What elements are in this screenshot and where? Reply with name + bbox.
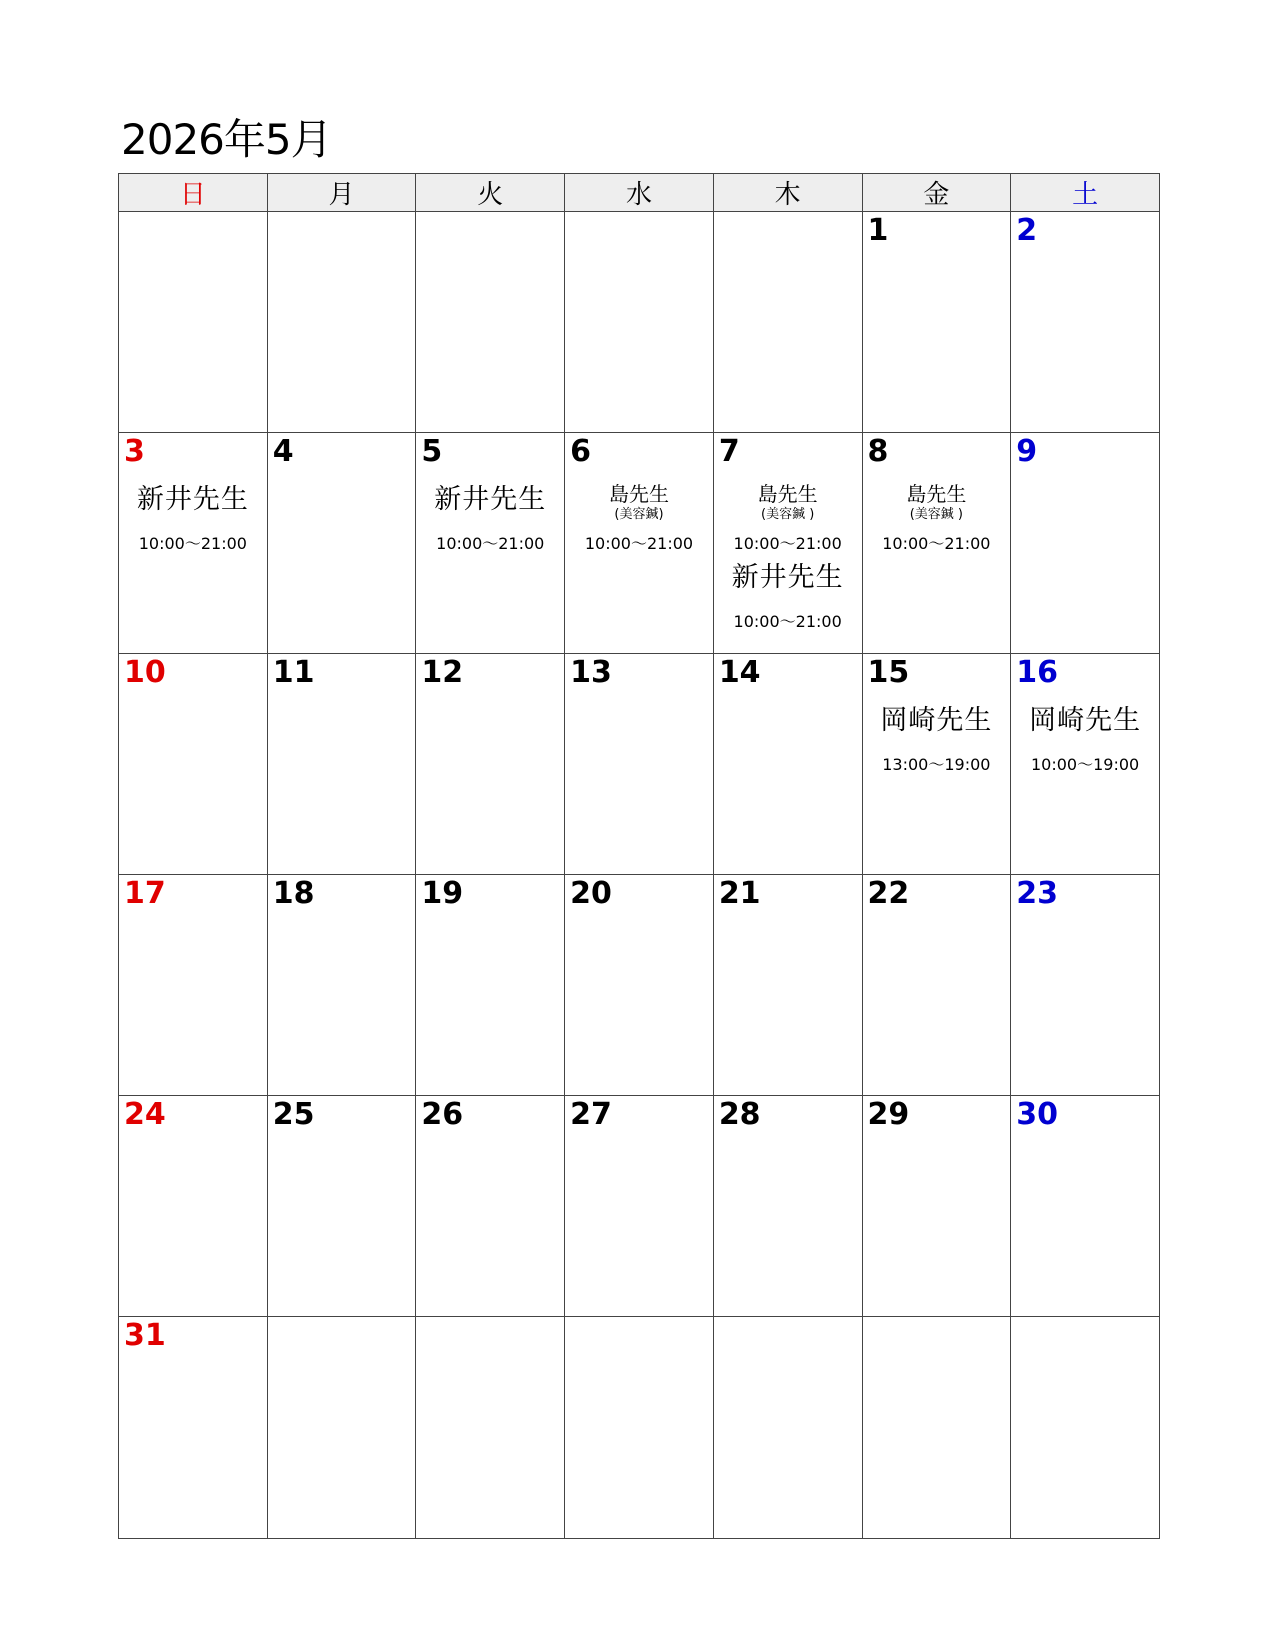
event-time: 13:00～19:00 (882, 755, 991, 774)
day-number: 6 (570, 434, 591, 469)
event-teacher-name: 島先生 (757, 482, 818, 506)
empty-cell (1011, 1317, 1160, 1539)
day-number: 10 (124, 655, 166, 690)
day-number: 25 (272, 1097, 315, 1132)
day-cell (1011, 1096, 1160, 1317)
empty-cell (565, 1317, 714, 1539)
calendar-body (119, 212, 1160, 1539)
day-cell (119, 654, 268, 875)
day-number: 22 (867, 876, 910, 911)
day-cell (416, 875, 565, 1096)
weekday-monday: 月 (267, 174, 416, 212)
week-row (119, 875, 1160, 1096)
weekday-header-row (119, 174, 1160, 212)
day-cell (862, 875, 1011, 1096)
weekday-thursday: 木 (713, 174, 862, 212)
day-number: 9 (1016, 434, 1038, 469)
day-cell (713, 1096, 862, 1317)
day-cell (713, 654, 862, 875)
empty-cell (713, 1317, 862, 1539)
week-row (119, 1317, 1160, 1539)
event-list (863, 702, 1011, 776)
day-cell (119, 875, 268, 1096)
event-list (863, 481, 1011, 555)
event-list (416, 481, 564, 555)
day-number: 1 (867, 213, 889, 248)
day-cell (1011, 875, 1160, 1096)
event-time: 10:00～21:00 (733, 612, 842, 631)
empty-cell (416, 212, 565, 433)
day-number: 24 (124, 1097, 166, 1132)
day-cell (713, 433, 862, 654)
day-number: 16 (1016, 655, 1058, 690)
day-number: 8 (867, 434, 889, 469)
day-number: 5 (421, 434, 443, 469)
event-list (714, 481, 862, 633)
day-cell (119, 433, 268, 654)
week-row (119, 654, 1160, 875)
event-time: 10:00～21:00 (584, 534, 694, 553)
day-number: 23 (1016, 876, 1058, 911)
day-number: 26 (421, 1097, 464, 1132)
event-note: (美容鍼 ) (761, 507, 815, 522)
day-number: 14 (718, 655, 761, 690)
week-row (119, 1096, 1160, 1317)
day-cell (119, 1096, 268, 1317)
event-teacher-name: 新井先生 (136, 484, 249, 515)
day-cell (713, 875, 862, 1096)
day-cell (862, 654, 1011, 875)
weekday-sunday: 日 (119, 174, 268, 212)
week-row (119, 212, 1160, 433)
day-number: 15 (867, 655, 910, 690)
day-cell (1011, 654, 1160, 875)
empty-cell (416, 1317, 565, 1539)
day-cell (416, 1096, 565, 1317)
day-cell (267, 433, 416, 654)
event-time: 10:00～21:00 (733, 534, 842, 553)
empty-cell (713, 212, 862, 433)
day-number: 12 (421, 655, 464, 690)
day-cell (1011, 433, 1160, 654)
event-teacher-name: 岡崎先生 (880, 705, 993, 736)
event-list (565, 481, 713, 555)
calendar-title: 2026年5月 (121, 115, 332, 164)
day-cell (1011, 212, 1160, 433)
day-number: 21 (718, 876, 761, 911)
event-note: (美容鍼 ) (909, 507, 963, 522)
day-number: 7 (718, 434, 740, 469)
event-time: 10:00～21:00 (138, 534, 247, 553)
event-time: 10:00～19:00 (1030, 755, 1140, 774)
day-number: 2 (1016, 213, 1038, 248)
day-cell (565, 433, 714, 654)
event-teacher-name: 新井先生 (434, 484, 547, 515)
day-cell (862, 1096, 1011, 1317)
day-number: 29 (867, 1097, 910, 1132)
event-list (1011, 702, 1159, 776)
day-cell (565, 654, 714, 875)
day-number: 27 (570, 1097, 612, 1132)
day-number: 13 (570, 655, 612, 690)
event-teacher-name: 島先生 (906, 482, 967, 506)
day-number: 20 (570, 876, 612, 911)
day-cell (267, 654, 416, 875)
day-cell (862, 433, 1011, 654)
weekday-tuesday: 火 (416, 174, 565, 212)
empty-cell (119, 212, 268, 433)
day-cell (565, 1096, 714, 1317)
day-number: 18 (272, 876, 315, 911)
event-time: 10:00～21:00 (882, 534, 991, 553)
day-cell (416, 654, 565, 875)
event-list (119, 481, 267, 555)
day-cell (119, 1317, 268, 1539)
calendar-grid (118, 173, 1160, 1539)
empty-cell (565, 212, 714, 433)
day-cell (416, 433, 565, 654)
day-number: 28 (718, 1097, 761, 1132)
event-time: 10:00～21:00 (436, 534, 545, 553)
day-number: 4 (272, 434, 294, 469)
day-cell (267, 875, 416, 1096)
day-number: 19 (421, 876, 464, 911)
empty-cell (862, 1317, 1011, 1539)
event-teacher-name: 新井先生 (731, 562, 844, 593)
day-number: 31 (124, 1318, 166, 1353)
weekday-saturday: 土 (1011, 174, 1160, 212)
day-number: 30 (1016, 1097, 1058, 1132)
day-number: 17 (124, 876, 166, 911)
event-teacher-name: 岡崎先生 (1029, 705, 1142, 736)
event-teacher-name: 島先生 (608, 482, 669, 506)
day-cell (267, 1096, 416, 1317)
day-number: 11 (272, 655, 315, 690)
day-number: 3 (124, 434, 145, 469)
weekday-wednesday: 水 (565, 174, 714, 212)
week-row (119, 433, 1160, 654)
day-cell (565, 875, 714, 1096)
event-note: (美容鍼) (614, 507, 664, 522)
day-cell (862, 212, 1011, 433)
empty-cell (267, 212, 416, 433)
empty-cell (267, 1317, 416, 1539)
weekday-friday: 金 (862, 174, 1011, 212)
